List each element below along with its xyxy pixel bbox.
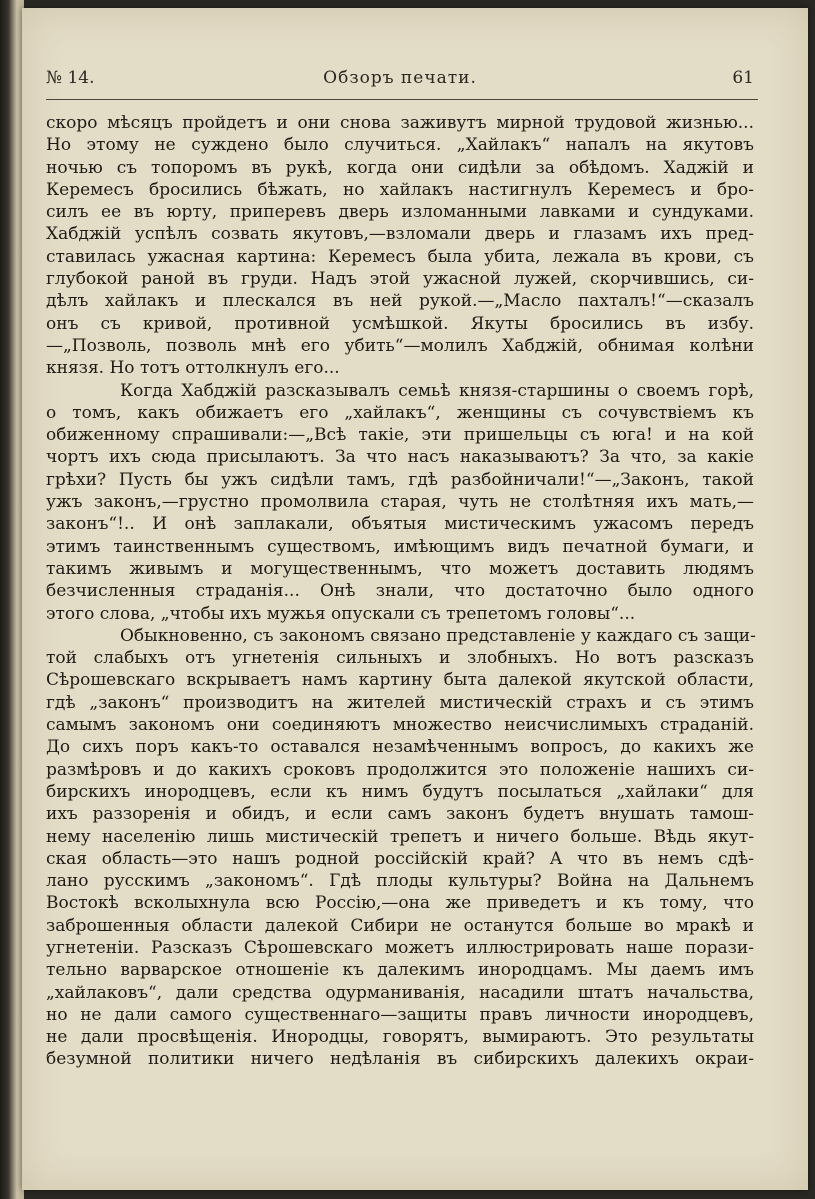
book-page [22,8,808,1190]
issue-number: № 14. [46,68,95,88]
text-line: законъ“!.. И онѣ заплакали, объятыя мистическимъ ужасомъ передъ [46,514,754,535]
text-line: о томъ, какъ обижаетъ его „хайлакъ“, женщины съ сочувствіемъ къ [46,402,754,423]
text-line: такимъ живымъ и могущественнымъ, что можетъ доставить людямъ [46,558,754,579]
text-line: не дали просвѣщенія. Инородцы, говорятъ, вымираютъ. Это результаты [46,1027,754,1048]
text-line: грѣхи? Пусть бы ужъ сидѣли тамъ, гдѣ разбойничали!“—„Законъ, такой [46,469,754,490]
text-line: „хайлаковъ“, дали средства одурманиванія, насадили штатъ начальства, [46,982,754,1003]
text-line: самымъ закономъ они соединяютъ множество неисчислимыхъ страданій. [46,715,754,736]
text-line: безчисленныя страданія... Онѣ знали, что достаточно было одного [46,581,754,602]
text-line: онъ съ кривой, противной усмѣшкой. Якуты бросились въ избу. [46,313,754,334]
text-line: —„Позволь, позволь мнѣ его убить“—молилъ Хабджій, обнимая колѣни [46,335,754,356]
running-title: Обзоръ печати. [323,68,477,88]
text-line: гдѣ „законъ“ производитъ на жителей мистическій страхъ и съ этимъ [46,692,754,713]
text-line: князя. Но тотъ оттолкнулъ его... [46,358,340,379]
text-line: Обыкновенно, съ закономъ связано представленіе у каждаго съ защи- [120,625,756,646]
text-line: Но этому не суждено было случиться. „Хайлакъ“ напалъ на якутовъ [46,135,754,156]
text-line: тельно варварское отношеніе къ далекимъ инородцамъ. Мы даемъ имъ [46,960,754,981]
text-line: нему населенію лишь мистическій трепетъ и ничего больше. Вѣдь якут- [46,826,754,847]
previous-page-edge [0,0,24,1199]
text-line: До сихъ поръ какъ-то оставался незамѣченнымъ вопросъ, до какихъ же [46,737,754,758]
text-line: обиженному спрашивали:—„Всѣ такіе, эти пришельцы съ юга! и на кой [46,425,754,446]
text-line: ская область—это нашъ родной россійскій край? А что въ немъ сдѣ- [46,848,754,869]
text-line: Хабджій успѣлъ созвать якутовъ,—взломали дверь и глазамъ ихъ пред- [46,224,754,245]
page-number: 61 [732,68,754,88]
text-line: безумной политики ничего недѣланія въ сибирскихъ далекихъ окраи- [46,1049,754,1070]
header-rule [46,99,758,100]
text-line: чортъ ихъ сюда присылаютъ. За что насъ наказываютъ? За что, за какіе [46,447,754,468]
text-line: ставилась ужасная картина: Керемесъ была убита, лежала въ крови, съ [46,246,754,267]
text-line: этого слова, „чтобы ихъ мужья опускали съ трепетомъ головы“... [46,603,636,624]
running-header [46,68,754,94]
text-line: бирскихъ инородцевъ, если къ нимъ будутъ посылаться „хайлаки“ для [46,781,754,802]
text-line: Сѣрошевскаго вскрываетъ намъ картину быта далекой якутской области, [46,670,754,691]
text-line: ужъ законъ,—грустно промолвила старая, чуть не столѣтняя ихъ мать,— [46,492,754,513]
text-line: угнетеніи. Разсказъ Сѣрошевскаго можетъ иллюстрировать наше порази- [46,937,754,958]
body-text [46,112,754,1071]
text-line: Востокѣ всколыхнула всю Россію,—она же приведетъ и къ тому, что [46,893,754,914]
text-line: но не дали самого существеннаго—защиты правъ личности инородцевъ, [46,1004,754,1025]
text-line: той слабыхъ отъ угнетенія сильныхъ и злобныхъ. Но вотъ разсказъ [46,648,754,669]
text-line: глубокой раной въ груди. Надъ этой ужасной лужей, скорчившись, си- [46,269,754,290]
text-line: скоро мѣсяцъ пройдетъ и они снова заживутъ мирной трудовой жизнью... [46,113,754,133]
text-line: Керемесъ бросились бѣжать, но хайлакъ настигнулъ Керемесъ и бро- [46,179,754,200]
text-line: этимъ таинственнымъ существомъ, имѣющимъ видъ печатной бумаги, и [46,536,754,557]
text-line: ихъ раззоренія и обидъ, и если самъ законъ будетъ внушать тамош- [46,804,754,825]
text-line: силъ ее въ юрту, приперевъ дверь изломанными лавками и сундуками. [46,202,754,223]
text-line: лано русскимъ „закономъ“. Гдѣ плоды культуры? Война на Дальнемъ [46,871,754,892]
text-line: Когда Хабджій разсказывалъ семьѣ князя-старшины о своемъ горѣ, [120,380,754,401]
text-line: заброшенныя области далекой Сибири не останутся больше во мракѣ и [46,915,754,936]
text-line: размѣровъ и до какихъ сроковъ продолжится это положеніе нашихъ си- [46,759,754,780]
text-line: ночью съ топоромъ въ рукѣ, когда они сидѣли за обѣдомъ. Хаджій и [46,157,754,178]
text-line: дѣлъ хайлакъ и плескался въ ней рукой.—„Масло пахталъ!“—сказалъ [46,291,754,312]
